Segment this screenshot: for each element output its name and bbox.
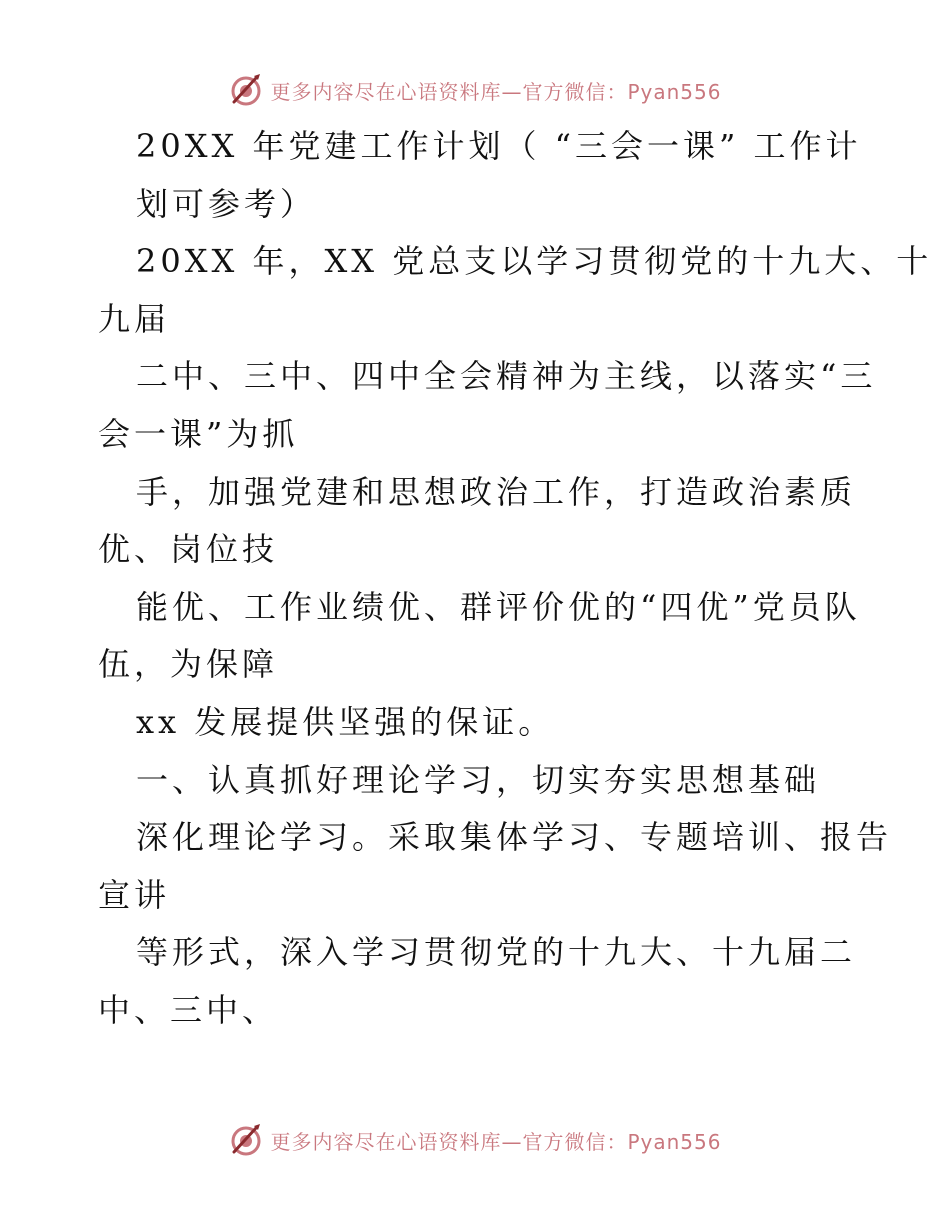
paragraph-line: 伍，为保障 [98, 645, 279, 684]
brush-logo-icon [228, 1122, 264, 1158]
paragraph-line: 能优、工作业绩优、群评价优的“四优”党员队 [136, 587, 861, 626]
doc-title-line-1: 20XX 年党建工作计划（ “三会一课” 工作计 [136, 127, 862, 165]
section-heading: 一、认真抓好理论学习，切实夯实思想基础 [136, 760, 821, 799]
paragraph-line: 优、岗位技 [98, 530, 279, 569]
paragraph-line: 中、三中、 [98, 990, 279, 1029]
brush-logo-icon [228, 72, 264, 108]
paragraph-line: 深化理论学习。采取集体学习、专题培训、报告 [136, 818, 893, 857]
paragraph-line: xx 发展提供坚强的保证。 [136, 702, 555, 741]
doc-title-line-2: 划可参考） [136, 184, 317, 223]
paragraph-line: 20XX 年，XX 党总支以学习贯彻党的十九大、十 [136, 242, 933, 281]
footer-watermark-banner [0, 1120, 950, 1160]
paragraph-line: 二中、三中、四中全会精神为主线，以落实“三 [136, 357, 877, 396]
header-watermark-banner [0, 70, 950, 110]
header-banner-text: 更多内容尽在心语资料库—官方微信：Pyan556 [270, 79, 722, 104]
paragraph-line: 等形式，深入学习贯彻党的十九大、十九届二 [136, 933, 857, 972]
paragraph-line: 手，加强党建和思想政治工作，打造政治素质 [136, 472, 857, 511]
footer-banner-text: 更多内容尽在心语资料库—官方微信：Pyan556 [270, 1129, 722, 1154]
document-body [98, 118, 933, 1040]
paragraph-line: 宣讲 [98, 875, 171, 914]
paragraph-line: 会一课”为抓 [98, 414, 299, 453]
paragraph-line: 九届 [98, 299, 171, 338]
